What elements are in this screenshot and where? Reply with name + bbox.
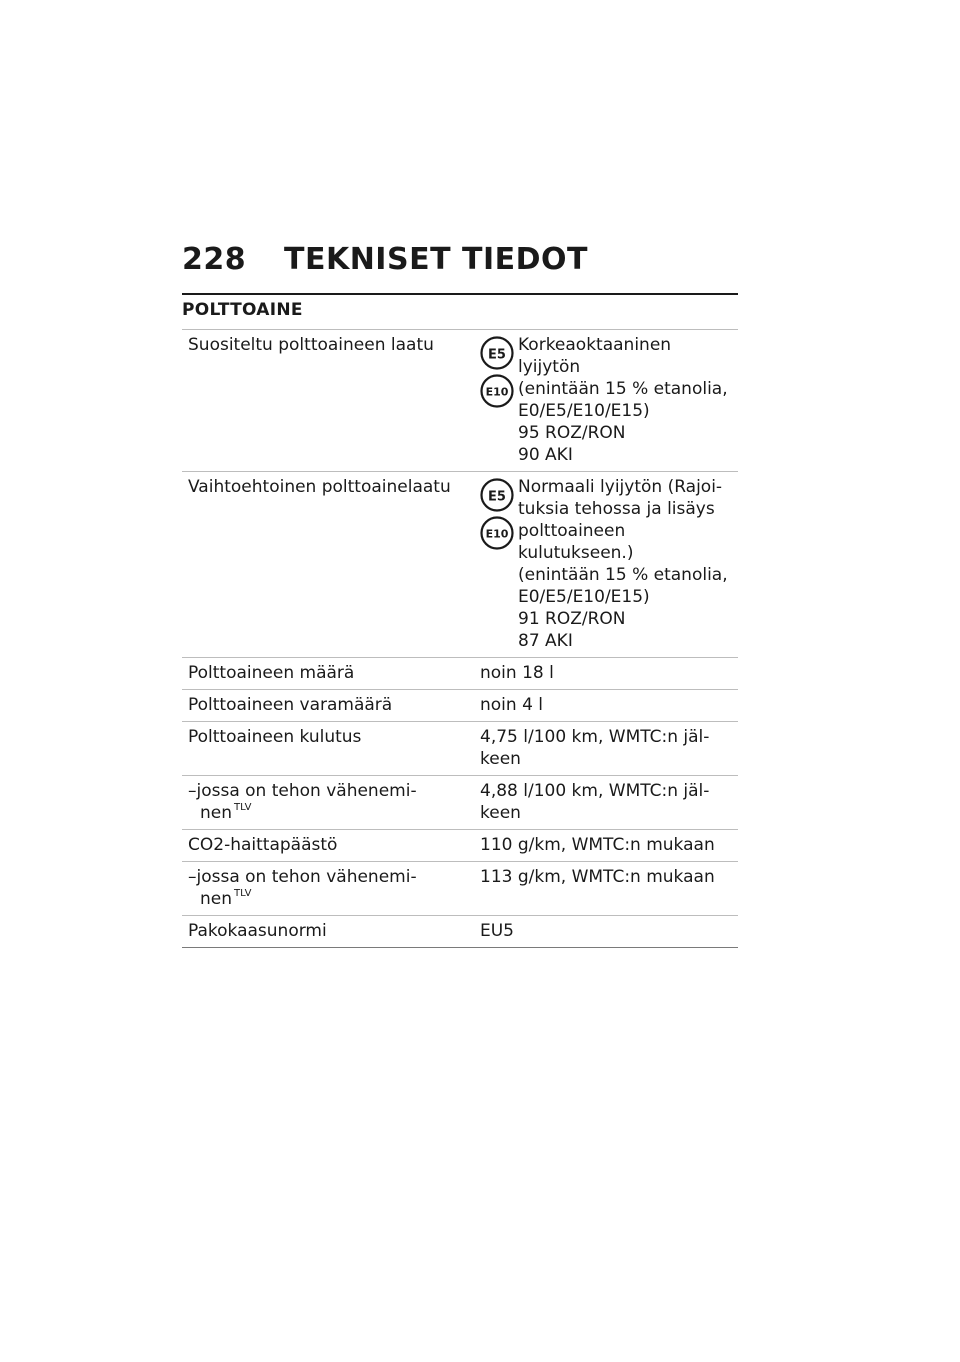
row-label-alternative-fuel: Vaihtoehtoinen polttoainelaatu xyxy=(182,472,474,658)
row-value-emission-standard: EU5 xyxy=(474,916,738,948)
page-header xyxy=(182,240,738,280)
row-label-emission-standard: Pakokaasunormi xyxy=(182,916,474,948)
value-line: 4,88 l/100 km, WMTC:n jäl- xyxy=(480,781,710,801)
row-value-fuel-reserve: noin 4 l xyxy=(474,690,738,722)
row-label-fuel-reserve: Polttoaineen varamäärä xyxy=(182,690,474,722)
svg-text:E5: E5 xyxy=(488,347,506,363)
fuel-spec-table xyxy=(182,329,738,948)
e5-fuel-icon xyxy=(480,336,514,370)
row-value-co2-emission: 110 g/km, WMTC:n mukaan xyxy=(474,830,738,862)
row-value-recommended-fuel xyxy=(474,330,738,472)
chapter-title: TEKNISET TIEDOT xyxy=(284,242,588,277)
value-line: 87 AKI xyxy=(518,631,573,651)
value-line: E0/E5/E10/E15) xyxy=(518,401,650,421)
label-line: nen xyxy=(200,889,233,909)
section-divider xyxy=(182,293,738,295)
table-row xyxy=(182,830,738,862)
row-value-co2-emission-tlv: 113 g/km, WMTC:n mukaan xyxy=(474,862,738,916)
svg-text:E10: E10 xyxy=(485,527,509,541)
e10-fuel-icon xyxy=(480,516,514,550)
value-line: (enintään 15 % etanolia, xyxy=(518,379,728,399)
row-value-fuel-consumption xyxy=(474,722,738,776)
value-line: Korkeaoktaaninen lyijytön xyxy=(518,335,672,377)
tlv-superscript: TLV xyxy=(234,888,252,899)
label-line: nen xyxy=(200,803,233,823)
table-row xyxy=(182,722,738,776)
section-title: POLTTOAINE xyxy=(182,300,303,320)
fuel-section xyxy=(182,293,738,948)
value-line: polttoaineen kulutukseen.) xyxy=(518,521,634,563)
value-line: E0/E5/E10/E15) xyxy=(518,587,650,607)
page-number: 228 xyxy=(182,242,247,277)
tlv-superscript: TLV xyxy=(234,802,252,813)
value-line: Normaali lyijytön (Rajoi- xyxy=(518,477,723,497)
label-line: –jossa on tehon vähenemi- xyxy=(188,781,417,801)
table-row xyxy=(182,690,738,722)
row-value-alternative-fuel xyxy=(474,472,738,658)
table-row xyxy=(182,658,738,690)
value-line: tuksia tehossa ja lisäys xyxy=(518,499,715,519)
row-label-fuel-capacity: Polttoaineen määrä xyxy=(182,658,474,690)
value-line: 4,75 l/100 km, WMTC:n jäl- xyxy=(480,727,710,747)
svg-text:E5: E5 xyxy=(488,489,506,505)
row-label-fuel-consumption: Polttoaineen kulutus xyxy=(182,722,474,776)
table-row xyxy=(182,472,738,658)
value-line: keen xyxy=(480,803,521,823)
value-line: 91 ROZ/RON xyxy=(518,609,626,629)
row-label-fuel-consumption-tlv xyxy=(182,776,474,830)
value-line: keen xyxy=(480,749,521,769)
row-label-recommended-fuel: Suositeltu polttoaineen laatu xyxy=(182,330,474,472)
e10-fuel-icon xyxy=(480,374,514,408)
label-line: –jossa on tehon vähenemi- xyxy=(188,867,417,887)
row-label-co2-emission-tlv xyxy=(182,862,474,916)
svg-text:E10: E10 xyxy=(485,385,509,399)
value-line: (enintään 15 % etanolia, xyxy=(518,565,728,585)
table-row xyxy=(182,330,738,472)
row-value-fuel-capacity: noin 18 l xyxy=(474,658,738,690)
value-line: 90 AKI xyxy=(518,445,573,465)
table-row xyxy=(182,776,738,830)
row-label-co2-emission: CO2-haittapäästö xyxy=(182,830,474,862)
row-value-fuel-consumption-tlv xyxy=(474,776,738,830)
table-row xyxy=(182,916,738,948)
table-row xyxy=(182,862,738,916)
e5-fuel-icon xyxy=(480,478,514,512)
value-line: 95 ROZ/RON xyxy=(518,423,626,443)
